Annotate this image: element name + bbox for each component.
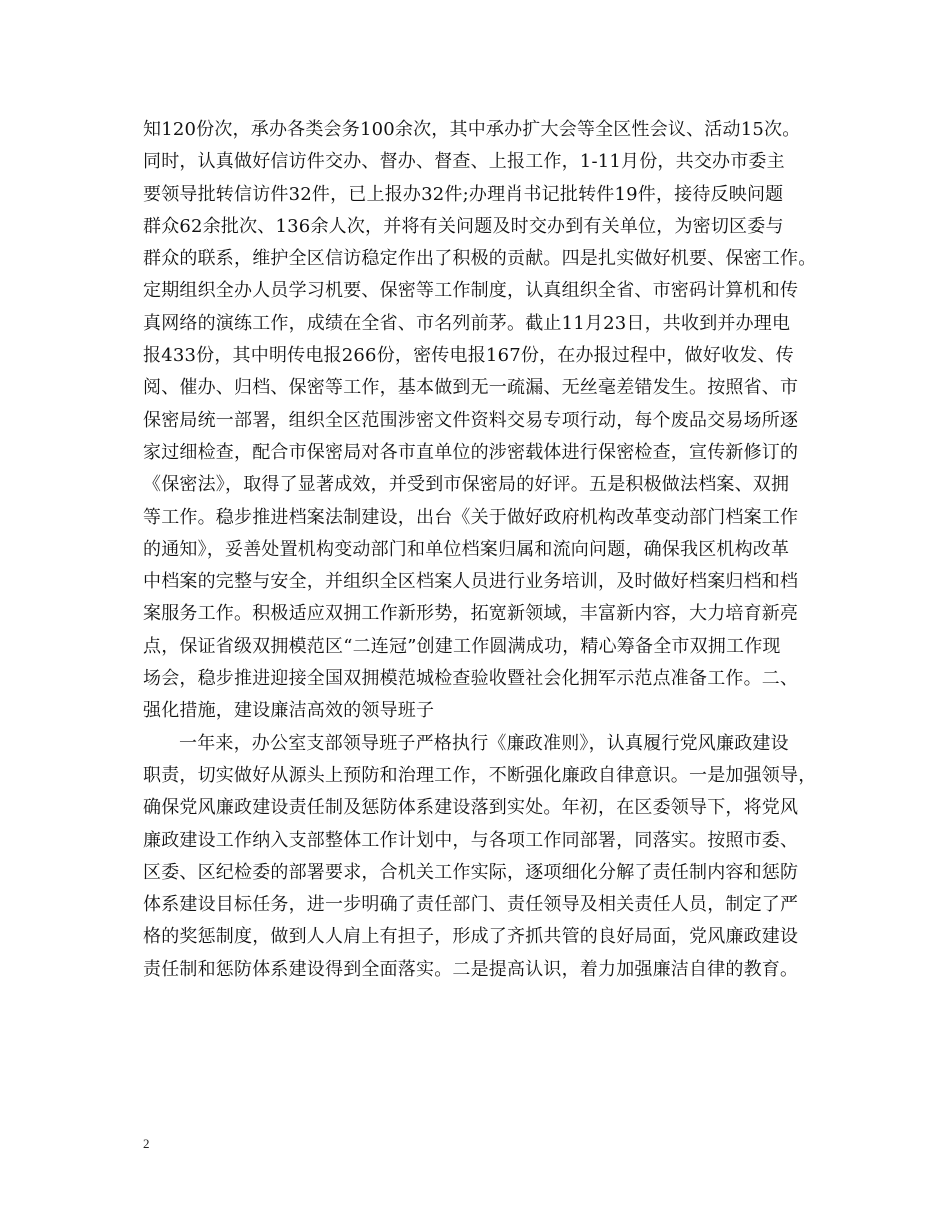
text-line: 家过细检查，配合市保密局对各市直单位的涉密载体进行保密检查，宣传新修订的: [143, 441, 799, 463]
text-line: 报433份，其中明传电报266份，密传电报167份，在办报过程中，做好收发、传: [143, 345, 794, 367]
text-line: 廉政建设工作纳入支部整体工作计划中，与各项工作同部署，同落实。按照市委、: [143, 829, 799, 851]
text-line: 场会，稳步推进迎接全国双拥模范城检查验收暨社会化拥军示范点准备工作。二、: [143, 668, 799, 690]
text-line: 案服务工作。积极适应双拥工作新形势，拓宽新领域，丰富新内容，大力培育新亮: [143, 603, 799, 625]
text-line: 等工作。稳步推进档案法制建设，出台《关于做好政府机构改革变动部门档案工作: [143, 506, 799, 528]
text-line: 真网络的演练工作，成绩在全省、市名列前茅。截止11月23日，共收到并办理电: [143, 312, 791, 334]
paragraph-first-line: 一年来，办公室支部领导班子严格执行《廉政准则》，认真履行党风廉政建设: [179, 732, 789, 754]
text-line: 的通知》，妥善处置机构变动部门和单位档案归属和流向问题，确保我区机构改革: [143, 538, 790, 560]
text-line: 职责，切实做好从源头上预防和治理工作，不断强化廉政自律意识。一是加强领导，: [143, 764, 817, 786]
body-text: [143, 114, 817, 986]
text-line: 同时，认真做好信访件交办、督办、督查、上报工作，1-11月份，共交办市委主: [143, 151, 785, 173]
text-line: 确保党风廉政建设责任制及惩防体系建设落到实处。年初，在区委领导下，将党风: [143, 797, 799, 819]
text-line: 群众的联系，维护全区信访稳定作出了积极的贡献。四是扎实做好机要、保密工作。: [143, 248, 817, 270]
text-line: 中档案的完整与安全，并组织全区档案人员进行业务培训，及时做好档案归档和档: [143, 571, 799, 593]
text-line: 知120份次，承办各类会务100余次，其中承办扩大会等全区性会议、活动15次。: [143, 119, 801, 140]
text-line: 群众62余批次、136余人次，并将有关问题及时交办到有关单位，为密切区委与: [143, 215, 784, 237]
text-line: 责任制和惩防体系建设得到全面落实。二是提高认识，着力加强廉洁自律的教育。: [143, 958, 799, 980]
section-heading-line: 强化措施，建设廉洁高效的领导班子: [143, 700, 435, 722]
text-line: 要领导批转信访件32件，已上报办32件;办理肖书记批转件19件，接待反映问题: [143, 183, 784, 205]
text-line: 保密局统一部署，组织全区范围涉密文件资料交易专项行动，每个废品交易场所逐: [143, 409, 799, 431]
text-line: 格的奖惩制度，做到人人肩上有担子，形成了齐抓共管的良好局面，党风廉政建设: [143, 926, 799, 948]
page-number: 2: [143, 1136, 150, 1151]
text-line: 定期组织全办人员学习机要、保密等工作制度，认真组织全省、市密码计算机和传: [143, 280, 799, 302]
text-line: 《保密法》，取得了显著成效，并受到市保密局的好评。五是积极做法档案、双拥: [143, 474, 790, 496]
text-line: 区委、区纪检委的部署要求，合机关工作实际，逐项细化分解了责任制内容和惩防: [143, 861, 799, 883]
text-line: 点，保证省级双拥模范区“二连冠”创建工作圆满成功，精心筹备全市双拥工作现: [143, 635, 781, 657]
text-line: 体系建设目标任务，进一步明确了责任部门、责任领导及相关责任人员，制定了严: [143, 894, 799, 916]
text-line: 阅、催办、归档、保密等工作，基本做到无一疏漏、无丝毫差错发生。按照省、市: [143, 377, 799, 399]
